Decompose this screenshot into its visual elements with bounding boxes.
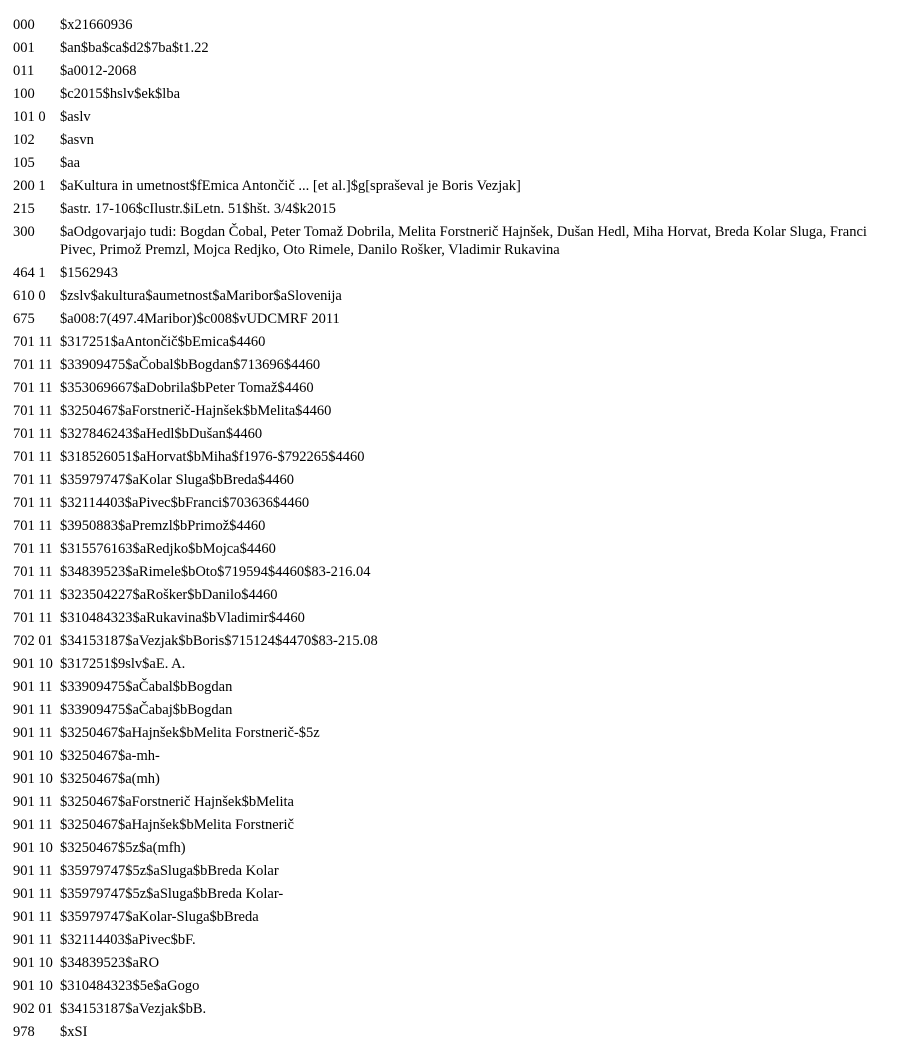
field-content: $35979747$aKolar Sluga$bBreda$4460	[60, 472, 294, 488]
field-content: $1562943	[60, 265, 118, 281]
field-content: $aOdgovarjajo tudi: Bogdan Čobal, Peter Tomaž Dobrila, Melita Forstnerič Hajnšek, Dušan Hedl, Miha Horvat, Breda Kolar Sluga, Franci Pivec, Primož Premzl, Mojca Redjko, Oto Rimele, Danilo Rošker, Vladimir Rukavina	[60, 224, 871, 258]
field-tag: 102	[13, 132, 35, 148]
field-content: $3250467$aForstnerič Hajnšek$bMelita	[60, 794, 294, 810]
field-tag: 978	[13, 1024, 35, 1040]
record-field-row	[13, 494, 900, 512]
field-content: $35979747$5z$aSluga$bBreda Kolar	[60, 863, 279, 879]
field-tag: 000	[13, 17, 35, 33]
field-tag: 901 10	[13, 978, 53, 994]
field-content: $a008:7(497.4Maribor)$c008$vUDCMRF 2011	[60, 311, 340, 327]
field-content: $3950883$aPremzl$bPrimož$4460	[60, 518, 266, 534]
field-content: $x21660936	[60, 17, 133, 33]
field-tag: 901 11	[13, 886, 53, 902]
field-tag: 011	[13, 63, 35, 79]
record-field-row	[13, 402, 900, 420]
field-tag: 901 10	[13, 656, 53, 672]
record-field-row	[13, 379, 900, 397]
field-tag: 610 0	[13, 288, 46, 304]
field-tag: 701 11	[13, 518, 53, 534]
field-content: $an$ba$ca$d2$7ba$t1.22	[60, 40, 209, 56]
record-field-row	[13, 862, 900, 880]
field-content: $3250467$aHajnšek$bMelita Forstnerič	[60, 817, 294, 833]
record-field-row	[13, 333, 900, 351]
field-content: $c2015$hslv$ek$lba	[60, 86, 181, 102]
field-content: $3250467$a(mh)	[60, 771, 160, 787]
field-content: $33909475$aČobal$bBogdan$713696$4460	[60, 357, 321, 373]
field-content: $310484323$5e$aGogo	[60, 978, 200, 994]
record-field-row	[13, 425, 900, 443]
record-field-row	[13, 131, 900, 149]
field-tag: 702 01	[13, 633, 53, 649]
field-content: $35979747$5z$aSluga$bBreda Kolar-	[60, 886, 284, 902]
field-content: $asvn	[60, 132, 94, 148]
record-field-row	[13, 177, 900, 195]
field-content: $astr. 17-106$cIlustr.$iLetn. 51$hšt. 3/4$k2015	[60, 201, 336, 217]
record-field-row	[13, 264, 900, 282]
record-field-row	[13, 885, 900, 903]
field-tag: 701 11	[13, 426, 53, 442]
field-content: $aKultura in umetnost$fEmica Antončič ... [et al.]$g[spraševal je Boris Vezjak]	[60, 178, 521, 194]
field-tag: 701 11	[13, 587, 53, 603]
record-field-row	[13, 287, 900, 305]
record-field-row	[13, 747, 900, 765]
field-content: $35979747$aKolar-Sluga$bBreda	[60, 909, 259, 925]
field-tag: 901 11	[13, 932, 53, 948]
field-tag: 701 11	[13, 403, 53, 419]
field-tag: 701 11	[13, 541, 53, 557]
record-field-row	[13, 655, 900, 673]
field-content: $33909475$aČabal$bBogdan	[60, 679, 233, 695]
record-field-row	[13, 678, 900, 696]
field-tag: 464 1	[13, 265, 46, 281]
field-tag: 701 11	[13, 564, 53, 580]
record-field-row	[13, 954, 900, 972]
field-tag: 901 11	[13, 863, 53, 879]
field-content: $aa	[60, 155, 81, 171]
field-content: $3250467$5z$a(mfh)	[60, 840, 186, 856]
field-content: $zslv$akultura$aumetnost$aMaribor$aSlovenija	[60, 288, 342, 304]
field-content: $317251$9slv$aE. A.	[60, 656, 186, 672]
field-tag: 105	[13, 155, 35, 171]
field-content: $34153187$aVezjak$bBoris$715124$4470$83-215.08	[60, 633, 378, 649]
field-tag: 901 11	[13, 817, 53, 833]
field-content: $318526051$aHorvat$bMiha$f1976-$792265$4460	[60, 449, 365, 465]
field-tag: 901 11	[13, 909, 53, 925]
field-tag: 902 01	[13, 1001, 53, 1017]
field-tag: 701 11	[13, 380, 53, 396]
field-tag: 701 11	[13, 449, 53, 465]
record-field-row	[13, 563, 900, 581]
record-field-row	[13, 448, 900, 466]
field-tag: 100	[13, 86, 35, 102]
field-content: $34153187$aVezjak$bB.	[60, 1001, 207, 1017]
field-tag: 001	[13, 40, 35, 56]
record-field-row	[13, 770, 900, 788]
record-field-row	[13, 200, 900, 218]
field-content: $34839523$aRimele$bOto$719594$4460$83-216.04	[60, 564, 371, 580]
record-field-row	[13, 223, 900, 259]
record-field-row	[13, 724, 900, 742]
field-content: $34839523$aRO	[60, 955, 160, 971]
field-content: $a0012-2068	[60, 63, 137, 79]
field-tag: 901 11	[13, 794, 53, 810]
record-field-row	[13, 540, 900, 558]
record-field-row	[13, 39, 900, 57]
field-content: $32114403$aPivec$bF.	[60, 932, 196, 948]
field-content: $xSI	[60, 1024, 88, 1040]
field-tag: 215	[13, 201, 35, 217]
record-field-row	[13, 85, 900, 103]
record-field-row	[13, 977, 900, 995]
field-tag: 901 10	[13, 840, 53, 856]
record-field-row	[13, 908, 900, 926]
record-field-row	[13, 931, 900, 949]
record-field-row	[13, 793, 900, 811]
field-content: $aslv	[60, 109, 91, 125]
field-tag: 901 10	[13, 748, 53, 764]
field-tag: 300	[13, 224, 35, 240]
record-field-row	[13, 632, 900, 650]
field-tag: 701 11	[13, 334, 53, 350]
field-tag: 901 11	[13, 702, 53, 718]
field-tag: 901 10	[13, 771, 53, 787]
record-field-row	[13, 701, 900, 719]
field-tag: 701 11	[13, 472, 53, 488]
field-content: $3250467$aForstnerič-Hajnšek$bMelita$4460	[60, 403, 332, 419]
record-field-row	[13, 16, 900, 34]
field-tag: 901 11	[13, 679, 53, 695]
record-field-row	[13, 310, 900, 328]
record-field-row	[13, 609, 900, 627]
record-field-row	[13, 471, 900, 489]
field-content: $3250467$a-mh-	[60, 748, 160, 764]
field-content: $310484323$aRukavina$bVladimir$4460	[60, 610, 305, 626]
field-content: $33909475$aČabaj$bBogdan	[60, 702, 233, 718]
record-field-row	[13, 356, 900, 374]
field-tag: 200 1	[13, 178, 46, 194]
field-tag: 101 0	[13, 109, 46, 125]
field-content: $317251$aAntončič$bEmica$4460	[60, 334, 266, 350]
field-content: $327846243$aHedl$bDušan$4460	[60, 426, 263, 442]
field-content: $32114403$aPivec$bFranci$703636$4460	[60, 495, 310, 511]
record-field-row	[13, 1000, 900, 1018]
field-tag: 701 11	[13, 357, 53, 373]
record-field-row	[13, 108, 900, 126]
record-field-row	[13, 1023, 900, 1041]
field-content: $353069667$aDobrila$bPeter Tomaž$4460	[60, 380, 314, 396]
record-field-row	[13, 62, 900, 80]
field-tag: 675	[13, 311, 35, 327]
field-tag: 901 11	[13, 725, 53, 741]
field-tag: 901 10	[13, 955, 53, 971]
record-field-row	[13, 816, 900, 834]
field-tag: 701 11	[13, 610, 53, 626]
field-content: $3250467$aHajnšek$bMelita Forstnerič-$5z	[60, 725, 320, 741]
record-field-row	[13, 839, 900, 857]
record-field-row	[13, 517, 900, 535]
record-field-row	[13, 586, 900, 604]
field-content: $315576163$aRedjko$bMojca$4460	[60, 541, 276, 557]
record-field-row	[13, 154, 900, 172]
field-content: $323504227$aRošker$bDanilo$4460	[60, 587, 278, 603]
field-tag: 701 11	[13, 495, 53, 511]
